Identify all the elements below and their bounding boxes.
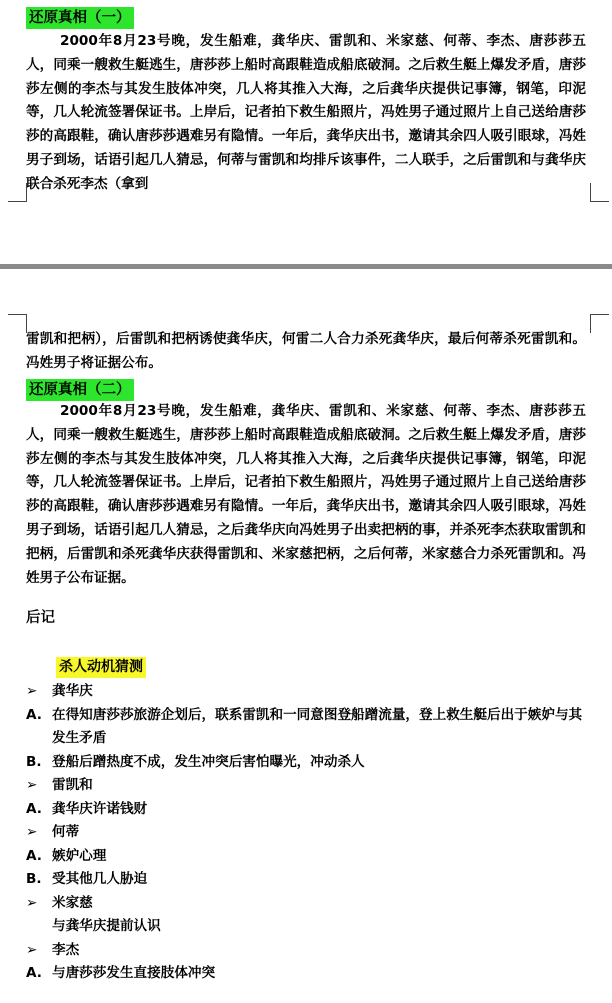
arrow-bullet-icon: ➢ — [26, 894, 38, 911]
list-item: B. 登船后蹭热度不成，发生冲突后害怕曝光，冲动杀人 — [26, 751, 586, 775]
section-1-heading: 还原真相（一） — [26, 7, 134, 29]
list-marker: B. — [26, 753, 42, 770]
page-corner-mark-bottom-left — [8, 183, 27, 202]
section-2-paragraph: 2000年8月23号晚，发生船难，龚华庆、雷凯和、米家慈、何蒂、李杰、唐莎莎五人，同乘一艘救生艇逃生，唐莎莎上船时高跟鞋造成船底破洞。之后救生艇上爆发矛盾，唐莎莎左侧的李杰与其发生肢体冲突，几人将其推入大海，之后龚华庆提供记事簿，钢笔，印泥等，几人轮流签署保证书。上岸后，记者拍下救生船照片，冯姓男子通过照片上自己送给唐莎莎的高跟鞋，确认唐莎莎遇难另有隐情。一年后，龚华庆出书，邀请其余四人吸引眼球，冯姓男子到场，话语引起几人猜忌，之后龚华庆向冯姓男子出卖把柄的事，并杀死李杰获取雷凯和把柄，后雷凯和杀死龚华庆获得雷凯和、米家慈把柄，之后何蒂，米家慈合力杀死雷凯和。冯姓男子公布证据。 — [26, 403, 586, 586]
document-page-bottom — [0, 306, 612, 1003]
list-item: ➢ 李杰 — [26, 939, 586, 963]
list-item: A. 嫉妒心理 — [26, 845, 586, 869]
list-marker: A. — [26, 847, 42, 864]
arrow-bullet-icon: ➢ — [26, 824, 38, 840]
afterword-title: 后记 — [26, 610, 55, 626]
list-item: B. 受其他几人胁迫 — [26, 868, 586, 892]
list-item: ➢ 何蒂 — [26, 821, 586, 845]
list-item: A. 在得知唐莎莎旅游企划后，联系雷凯和一同意图登船蹭流量，登上救生艇后出于嫉妒与其发生矛盾 — [26, 704, 586, 751]
list-item: 与龚华庆提前认识 — [52, 918, 161, 934]
section-1-paragraph-part2: 雷凯和把柄），后雷凯和把柄诱使龚华庆，何雷二人合力杀死龚华庆，最后何蒂杀死雷凯和。冯姓男子将证据公布。 — [26, 331, 586, 371]
list-item: ➢ 米家慈 — [26, 892, 586, 916]
arrow-bullet-icon: ➢ — [26, 777, 38, 793]
section-2-heading: 还原真相（二） — [26, 379, 134, 401]
arrow-bullet-icon: ➢ — [26, 941, 38, 958]
list-item: A. 与唐莎莎发生直接肢体冲突 — [26, 962, 586, 986]
page-corner-mark-bottom-right — [590, 183, 609, 202]
list-item: A. 龚华庆许诺钱财 — [26, 798, 586, 822]
section-1-paragraph-part1: 2000年8月23号晚，发生船难，龚华庆、雷凯和、米家慈、何蒂、李杰、唐莎莎五人，同乘一艘救生艇逃生，唐莎莎上船时高跟鞋造成船底破洞。之后救生艇上爆发矛盾，唐莎莎左侧的李杰与其发生肢体冲突，几人将其推入大海，之后龚华庆提供记事簿，钢笔，印泥等，几人轮流签署保证书。上岸后，记者拍下救生船照片，冯姓男子通过照片上自己送给唐莎莎的高跟鞋，确认唐莎莎遇难另有隐情。一年后，龚华庆出书，邀请其余四人吸引眼球，冯姓男子到场，话语引起几人猜忌，何蒂与雷凯和均排斥该事件，二人联手，之后雷凯和与龚华庆联合杀死李杰（拿到 — [26, 33, 586, 192]
list-marker: B. — [26, 871, 42, 887]
motive-list — [26, 680, 586, 986]
list-marker: A. — [26, 706, 42, 723]
motive-heading: 杀人动机猜测 — [56, 657, 146, 678]
arrow-bullet-icon: ➢ — [26, 683, 38, 699]
list-item: ➢ 雷凯和 — [26, 774, 586, 798]
page-corner-mark-top-left — [8, 314, 27, 333]
page-break-bar — [0, 264, 612, 269]
page-corner-mark-top-right — [590, 314, 609, 333]
document-page-top — [0, 0, 612, 262]
list-item: ➢ 龚华庆 — [26, 680, 586, 704]
list-marker: A. — [26, 965, 42, 981]
list-marker: A. — [26, 800, 42, 817]
